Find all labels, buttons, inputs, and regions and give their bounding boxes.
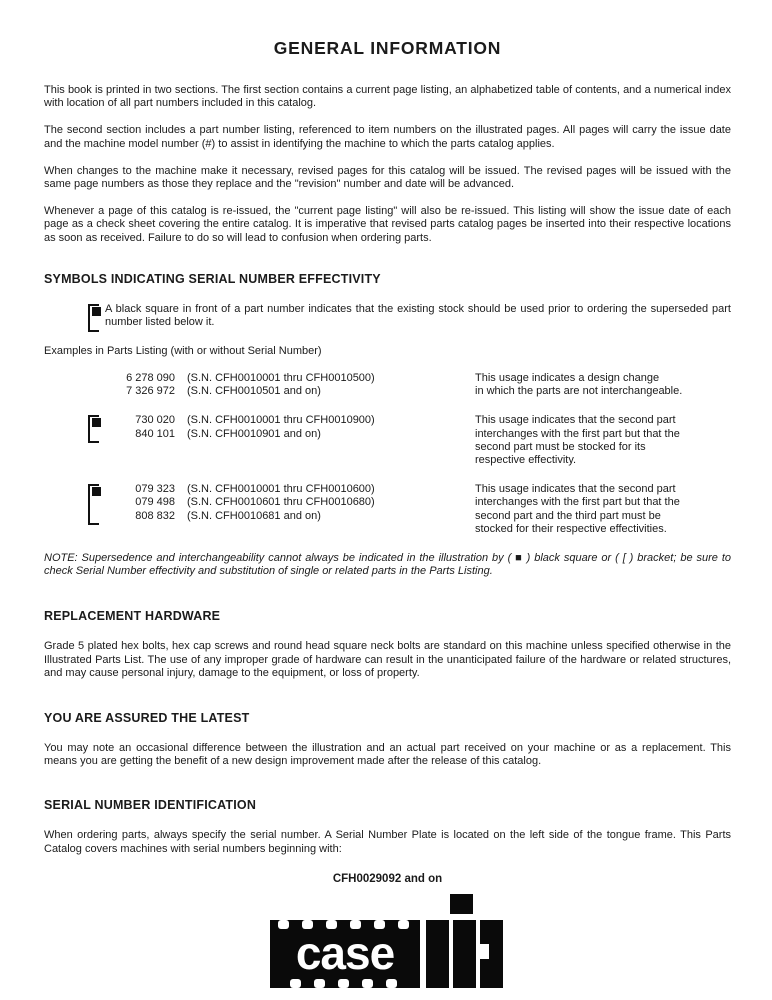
- serial-effectivity: CFH0029092 and on: [332, 872, 443, 885]
- part-row: [105, 496, 475, 509]
- examples-intro: Examples in Parts Listing (with or without Serial Number): [44, 344, 322, 357]
- assured-latest-heading: YOU ARE ASSURED THE LATEST: [44, 711, 250, 726]
- page-title: GENERAL INFORMATION: [273, 38, 502, 58]
- part-row: [105, 483, 475, 496]
- replacement-hardware-heading: REPLACEMENT HARDWARE: [44, 609, 221, 624]
- example-description: This usage indicates that the second part interchanges with the first part but that the second part must be stocked for its respective effectivity.: [475, 414, 680, 467]
- assured-latest-body: You may note an occasional difference between the illustration and an actual part received on your machine or as a replacement. This means you are getting the benefit of a new design improvement made after the release of this catalog.: [44, 742, 731, 768]
- part-number: 079 323: [135, 483, 175, 496]
- black-square-icon: [92, 307, 101, 316]
- intro-paragraph: The second section includes a part number listing, referenced to item numbers on the illustrated pages. All pages will carry the issue date and the machine model number (#) to assist in identifying the machine to which the parts catalog applies.: [44, 124, 731, 150]
- bracket-icon: [88, 304, 99, 332]
- part-number: 6 278 090: [126, 372, 175, 385]
- black-square-icon: [92, 418, 101, 427]
- intro-paragraph: When changes to the machine make it necessary, revised pages for this catalog will be issued. The revised pages will be issued with the same page numbers as those they replace and the "revision" number and date will be advanced.: [44, 164, 731, 191]
- intro-paragraph: Whenever a page of this catalog is re-issued, the "current page listing" will also be re-issued. This listing will show the issue date of each page as a check sheet covering the entire catalog. It is imperative that revised parts catalog pages be inserted into their respective locations as soon as received. Failure to do so will lead to confusion when ordering parts.: [44, 205, 731, 244]
- logo-brand-text: case: [295, 926, 394, 979]
- serial-identification-heading: SERIAL NUMBER IDENTIFICATION: [44, 798, 257, 813]
- intro-paragraph: This book is printed in two sections. The first section contains a current page listing, an alphabetized table of contents, and a numerical index with location of all part numbers included in this catalog.: [44, 84, 731, 110]
- part-number: 808 832: [135, 509, 175, 522]
- replacement-hardware-body: Grade 5 plated hex bolts, hex cap screws and round head square neck bolts are standard on this machine unless specified otherwise in the Illustrated Parts List. The use of any improper grade of hardware can result in the unanticipated failure of the hardware or related structures, and may cause personal injury, damage to the equipment, or loss of property.: [44, 640, 731, 679]
- part-number: 730 020: [135, 414, 175, 427]
- part-row: [105, 372, 475, 385]
- serial-range: (S.N. CFH0010901 and on): [187, 427, 321, 440]
- bracket-icon: [88, 484, 99, 525]
- black-square-legend-text: A black square in front of a part number indicates that the existing stock should be used prior to ordering the superseded part number listed below it.: [105, 302, 731, 329]
- serial-range: (S.N. CFH0010001 thru CFH0010600): [187, 483, 375, 496]
- part-row: [105, 510, 475, 523]
- parts-example: [88, 483, 731, 536]
- supersedence-note: NOTE: Supersedence and interchangeability cannot always be indicated in the illustration by ( ■ ) black square or ( [ ) bracket; be sure to check Serial Number effectivity and substitution of single or related parts in the Parts Listing.: [44, 552, 731, 578]
- black-square-legend: [88, 303, 731, 332]
- serial-range: (S.N. CFH0010501 and on): [187, 385, 321, 398]
- parts-example: [88, 414, 731, 467]
- part-row: [105, 414, 475, 427]
- example-description: This usage indicates that the second part interchanges with the first part but that the second part and the third part must be stocked for their respective effectivities.: [475, 483, 680, 535]
- part-row: [105, 428, 475, 441]
- serial-identification-body: When ordering parts, always specify the serial number. A Serial Number Plate is located on the left side of the tongue frame. This Parts Catalog covers machines with serial numbers beginning with:: [44, 829, 731, 855]
- part-number: 079 498: [135, 496, 175, 509]
- black-square-icon: [92, 487, 101, 496]
- serial-range: (S.N. CFH0010001 thru CFH0010900): [187, 414, 375, 427]
- case-ih-logo: [270, 894, 506, 989]
- serial-range: (S.N. CFH0010601 thru CFH0010680): [187, 496, 375, 509]
- serial-range: (S.N. CFH0010681 and on): [187, 509, 321, 522]
- part-number: 840 101: [135, 427, 175, 440]
- part-row: [105, 385, 475, 398]
- parts-example: [88, 372, 731, 398]
- serial-range: (S.N. CFH0010001 thru CFH0010500): [187, 372, 375, 385]
- example-description: This usage indicates a design change in which the parts are not interchangeable.: [475, 372, 683, 398]
- bracket-icon: [88, 415, 99, 443]
- symbols-section-heading: SYMBOLS INDICATING SERIAL NUMBER EFFECTIVITY: [44, 271, 381, 286]
- logo-container: [44, 894, 731, 994]
- part-number: 7 326 972: [126, 385, 175, 398]
